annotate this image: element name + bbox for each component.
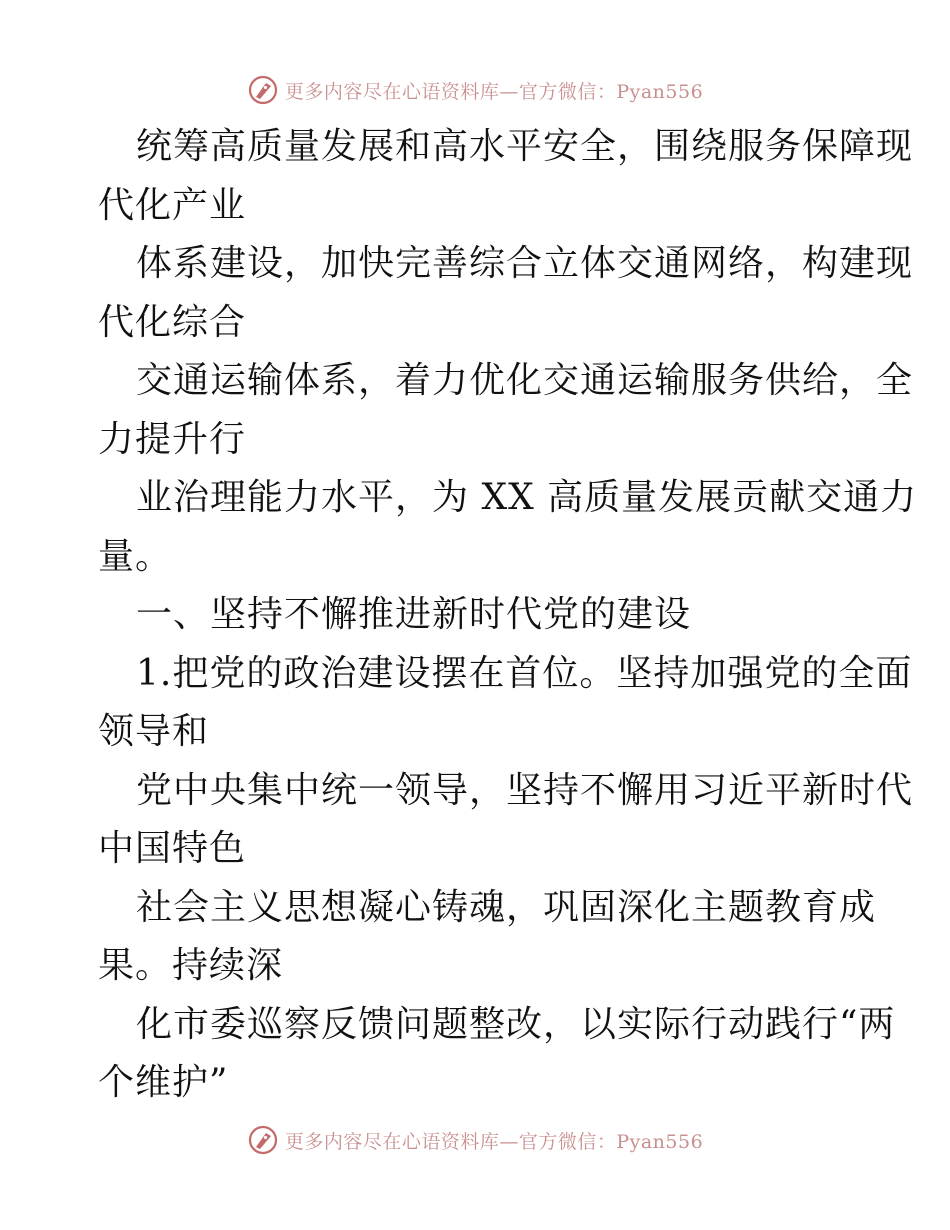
text-line: 化市委巡察反馈问题整改，以实际行动践行“两: [136, 1003, 896, 1045]
text-line: 果。持续深: [98, 945, 284, 986]
text-line: 统筹高质量发展和高水平安全，围绕服务保障现: [136, 126, 914, 167]
text-line: 体系建设，加快完善综合立体交通网络，构建现: [136, 243, 914, 284]
text-line: 力提升行: [98, 418, 247, 460]
header-watermark: [0, 70, 950, 110]
text-line: 中国特色: [98, 828, 247, 869]
pen-nib-logo-icon: [247, 1124, 279, 1156]
text-line: 交通运输体系，着力优化交通运输服务供给，全: [136, 360, 914, 401]
text-line: 1.把党的政治建设摆在首位。坚持加强党的全面: [136, 652, 913, 694]
text-line: 代化综合: [98, 301, 247, 343]
text-line: 代化产业: [98, 184, 247, 226]
text-line: 党中央集中统一领导，坚持不懈用习近平新时代: [136, 769, 914, 811]
watermark-text: 更多内容尽在心语资料库—官方微信：Pyan556: [284, 80, 704, 103]
text-line: 量。: [98, 535, 173, 577]
watermark-text: 更多内容尽在心语资料库—官方微信：Pyan556: [284, 1130, 704, 1153]
text-line: 业治理能力水平，为 XX 高质量发展贡献交通力: [136, 477, 918, 518]
pen-nib-logo-icon: [247, 74, 279, 106]
text-line: 一、坚持不懈推进新时代党的建设: [136, 594, 692, 635]
text-line: 领导和: [98, 711, 210, 752]
document-body: [98, 118, 918, 1113]
footer-watermark: [0, 1120, 950, 1160]
text-line: 社会主义思想凝心铸魂，巩固深化主题教育成: [136, 886, 877, 928]
text-line: 个维护”: [98, 1062, 229, 1103]
